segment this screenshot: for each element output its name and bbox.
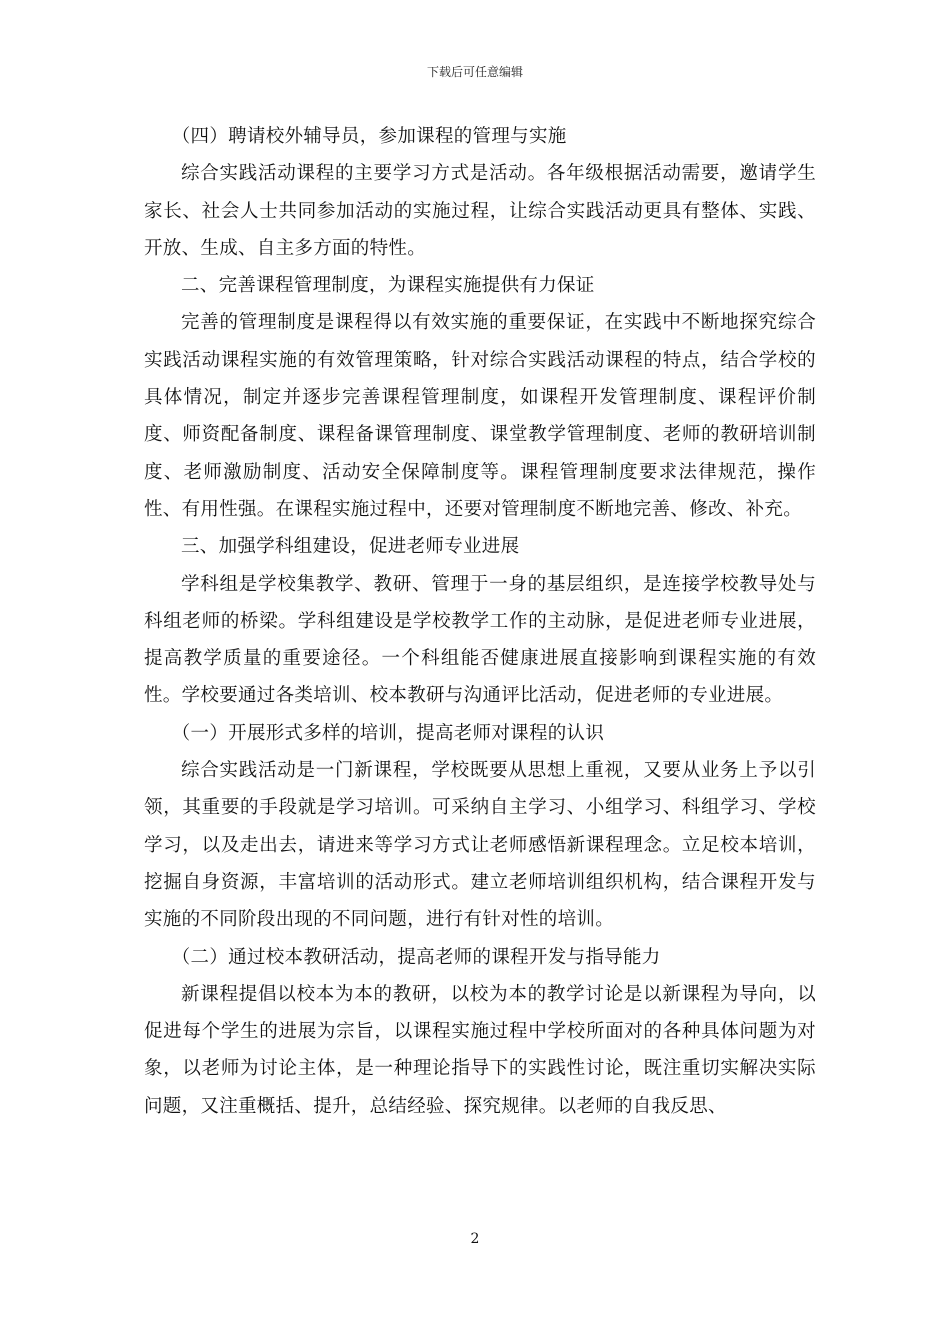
paragraph-training: 综合实践活动是一门新课程，学校既要从思想上重视，又要从业务上予以引领，其重要的手段就是学习培训。可采纳自主学习、小组学习、科组学习、学校学习，以及走出去，请进来等学习方式让老师感悟新课程理念。立足校本培训，挖掘自身资源，丰富培训的活动形式。建立老师培训组织机构，结合课程开发与实施的不同阶段出现的不同问题，进行有针对性的培训。 [144, 760, 816, 931]
section-heading-2-school-research: （二）通过校本教研活动，提高老师的课程开发与指导能力 [171, 946, 661, 968]
section-heading-2-management-system: 二、完善课程管理制度，为课程实施提供有力保证 [181, 275, 595, 297]
section-heading-3-subject-groups: 三、加强学科组建设，促进老师专业进展 [181, 536, 520, 558]
paragraph-subject-groups: 学科组是学校集教学、教研、管理于一身的基层组织，是连接学校教导处与科组老师的桥梁。学科组建设是学校教学工作的主动脉，是促进老师专业进展，提高教学质量的重要途径。一个科组能否健康进展直接影响到课程实施的有效性。学校要通过各类培训、校本教研与沟通评比活动，促进老师的专业进展。 [144, 573, 816, 707]
document-body [144, 118, 816, 1125]
page-number: 2 [470, 1231, 480, 1247]
paragraph-school-research: 新课程提倡以校本为本的教研，以校为本的教学讨论是以新课程为导向，以促进每个学生的进展为宗旨，以课程实施过程中学校所面对的各种具体问题为对象，以老师为讨论主体，是一种理论指导下的实践性讨论，既注重切实解决实际问题，又注重概括、提升，总结经验、探究规律。以老师的自我反思、 [144, 983, 816, 1117]
paragraph-activity-learning: 综合实践活动课程的主要学习方式是活动。各年级根据活动需要，邀请学生家长、社会人士共同参加活动的实施过程，让综合实践活动更具有整体、实践、开放、生成、自主多方面的特性。 [144, 163, 816, 259]
section-heading-4-external-advisors: （四）聘请校外辅导员，参加课程的管理与实施 [171, 126, 567, 147]
paragraph-management-system: 完善的管理制度是课程得以有效实施的重要保证，在实践中不断地探究综合实践活动课程实施的有效管理策略，针对综合实践活动课程的特点，结合学校的具体情况，制定并逐步完善课程管理制度，如课程开发管理制度、课程评价制度、师资配备制度、课程备课管理制度、课堂教学管理制度、老师的教研培训制度、老师激励制度、活动安全保障制度等。课程管理制度要求法律规范，操作性、有用性强。在课程实施过程中，还要对管理制度不断地完善、修改、补充。 [144, 312, 816, 520]
page-header: 下载后可任意编辑 [426, 65, 523, 79]
section-heading-1-training: （一）开展形式多样的培训，提高老师对课程的认识 [171, 722, 605, 744]
